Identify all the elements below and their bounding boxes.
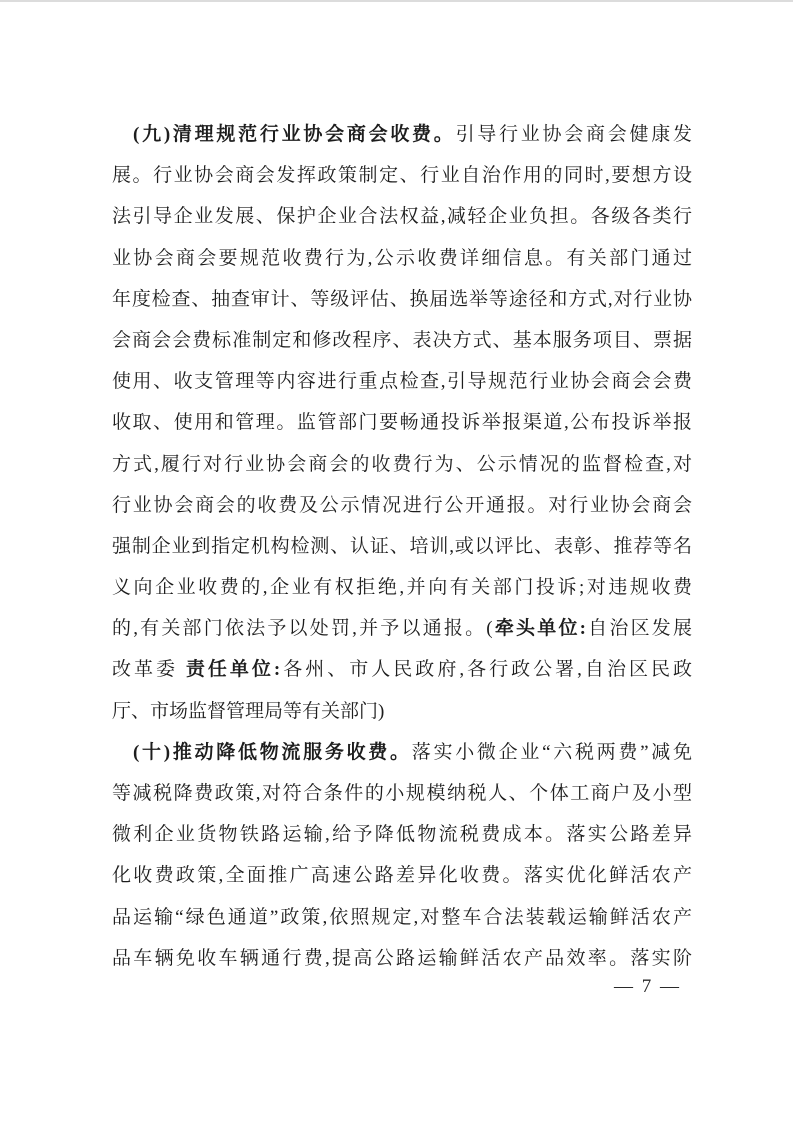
text-line [112,773,692,814]
text-line [112,402,692,443]
body-text: 展。行业协会商会发挥政策制定、行业自治作用的同时,要想方设 [112,165,692,187]
body-text: 使用、收支管理等内容进行重点检查,引导规范行业协会商会会费 [112,371,692,393]
document-body [112,114,692,979]
body-text: 品车辆免收车辆通行费,提高公路运输鲜活农产品效率。落实阶 [112,947,692,969]
text-line [112,155,692,196]
emphasis-text: 责任单位: [185,659,281,681]
body-text: 收取、使用和管理。监管部门要畅通投诉举报渠道,公布投诉举报 [112,412,692,434]
text-line [112,814,692,855]
body-text: 等减税降费政策,对符合条件的小规模纳税人、个体工商户及小型 [112,783,692,804]
body-text: 业协会商会要规范收费行为,公示收费详细信息。有关部门通过 [112,247,692,269]
body-text: 厅、市场监督管理局等有关部门) [112,700,385,722]
text-line [112,279,692,320]
scan-edge-artifact [0,0,793,2]
text-line [112,691,692,732]
body-text: 法引导企业发展、保护企业合法权益,减轻企业负担。各级各类行 [112,206,692,228]
text-line [112,114,692,155]
body-text: 各州、市人民政府,各行政公署,自治区民政 [280,659,692,681]
body-text: 品运输“绿色通道”政策,依照规定,对整车合法装载运输鲜活农产 [112,906,692,928]
emphasis-text: 牵头单位: [492,618,586,640]
text-line [112,649,692,690]
body-text: 义向企业收费的,企业有权拒绝,并向有关部门投诉;对违规收费 [112,577,692,599]
body-text: 引导行业协会商会健康发 [455,124,692,145]
page-number: — 7 — [614,976,681,997]
text-line [112,238,692,279]
body-text: 落实小微企业“六税两费”减免 [411,741,692,763]
body-text: 微利企业货物铁路运输,给予降低物流税费成本。落实公路差异 [112,824,692,846]
body-text: 年度检查、抽查审计、等级评估、换届选举等途径和方式,对行业协 [112,288,692,310]
text-line [112,196,692,237]
text-line [112,485,692,526]
text-line [112,897,692,938]
body-text: 方式,履行对行业协会商会的收费行为、公示情况的监督检查,对 [112,453,692,475]
text-line [112,567,692,608]
body-text: 的,有关部门依法予以处罚,并予以通报。( [112,618,493,640]
text-line [112,855,692,896]
text-line [112,938,692,979]
text-line [112,608,692,649]
body-text: 行业协会商会的收费及公示情况进行公开通报。对行业协会商会 [112,494,692,516]
emphasis-text: (九)清理规范行业协会商会收费。 [133,124,456,145]
body-text: 会商会会费标准制定和修改程序、表决方式、基本服务项目、票据 [112,329,692,351]
body-text: 自治区发展 [585,618,692,640]
body-text: 强制企业到指定机构检测、认证、培训,或以评比、表彰、推荐等名 [112,535,692,557]
text-line [112,361,692,402]
text-line [112,444,692,485]
body-text: 改革委 [112,659,186,681]
text-line [112,526,692,567]
text-line [112,320,692,361]
body-text: 化收费政策,全面推广高速公路差异化收费。落实优化鲜活农产 [112,865,692,887]
text-line [112,732,692,773]
emphasis-text: (十)推动降低物流服务收费。 [133,741,412,763]
